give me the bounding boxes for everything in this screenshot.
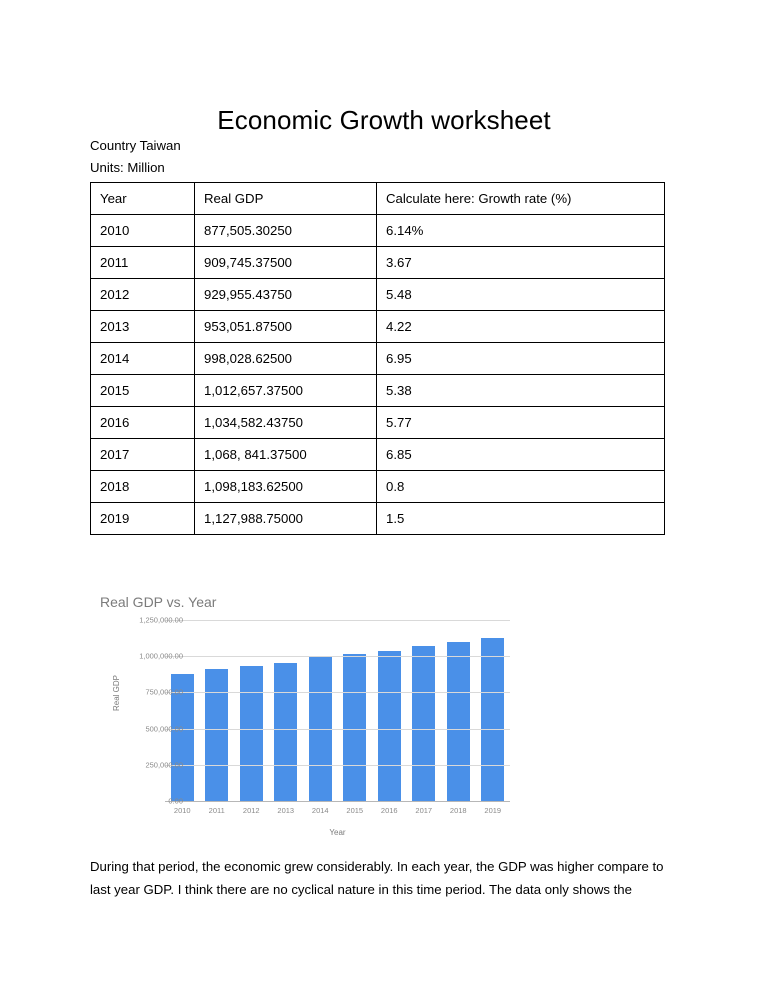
year-cell: 2016 bbox=[91, 407, 195, 439]
chart-gridline bbox=[165, 656, 510, 657]
chart-gridline bbox=[165, 620, 510, 621]
chart-x-tick-label: 2013 bbox=[277, 806, 295, 815]
chart-gridline bbox=[165, 692, 510, 693]
table-body bbox=[91, 183, 665, 535]
chart-bar bbox=[447, 642, 470, 801]
gdp-cell: 877,505.30250 bbox=[195, 215, 377, 247]
chart-y-tick-label: 0.00 bbox=[168, 796, 183, 806]
chart-bar-slot bbox=[441, 620, 476, 801]
growth-rate-cell: 6.14% bbox=[377, 215, 665, 247]
year-cell: 2018 bbox=[91, 471, 195, 503]
gdp-cell: 1,098,183.62500 bbox=[195, 471, 377, 503]
gdp-cell: 909,745.37500 bbox=[195, 247, 377, 279]
chart-x-tick-label: 2015 bbox=[346, 806, 364, 815]
page-title: Economic Growth worksheet bbox=[217, 105, 551, 136]
growth-rate-cell: 4.22 bbox=[377, 311, 665, 343]
table-row bbox=[91, 279, 665, 311]
chart-gridline bbox=[165, 729, 510, 730]
growth-rate-cell: 6.95 bbox=[377, 343, 665, 375]
chart-bar bbox=[378, 651, 401, 801]
chart-bar-slot bbox=[407, 620, 442, 801]
gdp-cell: 1,068, 841.37500 bbox=[195, 439, 377, 471]
table-header-row bbox=[91, 183, 665, 215]
gdp-cell: 998,028.62500 bbox=[195, 343, 377, 375]
chart-x-tick-label: 2014 bbox=[311, 806, 329, 815]
chart-bar bbox=[205, 669, 228, 801]
table-row bbox=[91, 503, 665, 535]
growth-rate-cell: 5.77 bbox=[377, 407, 665, 439]
chart-bar-slot bbox=[234, 620, 269, 801]
year-cell: 2013 bbox=[91, 311, 195, 343]
growth-rate-cell: 5.38 bbox=[377, 375, 665, 407]
country-line: Country Taiwan bbox=[90, 138, 181, 153]
analysis-paragraph: During that period, the economic grew considerably. In each year, the GDP was higher compare to last year GDP. I think there are no cyclical nature in this time period. The data only shows the bbox=[90, 859, 664, 898]
growth-rate-cell: 6.85 bbox=[377, 439, 665, 471]
year-cell: 2014 bbox=[91, 343, 195, 375]
growth-rate-cell: 3.67 bbox=[377, 247, 665, 279]
growth-rate-cell: 5.48 bbox=[377, 279, 665, 311]
chart-bar-slot bbox=[200, 620, 235, 801]
chart-gridline bbox=[165, 765, 510, 766]
table-header-cell: Year bbox=[91, 183, 195, 215]
units-line: Units: Million bbox=[90, 160, 165, 175]
table-row bbox=[91, 439, 665, 471]
growth-rate-cell: 1.5 bbox=[377, 503, 665, 535]
chart-bar-slot bbox=[269, 620, 304, 801]
table-row bbox=[91, 215, 665, 247]
table-row bbox=[91, 471, 665, 503]
chart-bar-slot bbox=[476, 620, 511, 801]
chart-x-axis bbox=[165, 801, 510, 802]
gdp-bar-chart bbox=[90, 580, 535, 850]
chart-y-tick-label: 250,000.00 bbox=[145, 760, 183, 770]
chart-y-axis-label: Real GDP bbox=[112, 674, 121, 711]
year-cell: 2019 bbox=[91, 503, 195, 535]
year-cell: 2010 bbox=[91, 215, 195, 247]
year-cell: 2015 bbox=[91, 375, 195, 407]
chart-x-tick-label: 2011 bbox=[208, 806, 225, 815]
gdp-table bbox=[90, 182, 665, 535]
chart-y-tick-label: 1,250,000.00 bbox=[139, 615, 183, 625]
table-header-cell: Real GDP bbox=[195, 183, 377, 215]
chart-bar-slot bbox=[165, 620, 200, 801]
gdp-cell: 929,955.43750 bbox=[195, 279, 377, 311]
growth-rate-cell: 0.8 bbox=[377, 471, 665, 503]
chart-bar-slot bbox=[303, 620, 338, 801]
gdp-cell: 1,034,582.43750 bbox=[195, 407, 377, 439]
year-cell: 2011 bbox=[91, 247, 195, 279]
chart-bar-slot bbox=[372, 620, 407, 801]
chart-y-tick-label: 500,000.00 bbox=[145, 724, 183, 734]
gdp-cell: 953,051.87500 bbox=[195, 311, 377, 343]
chart-x-tick-label: 2017 bbox=[415, 806, 433, 815]
chart-x-tick-label: 2010 bbox=[173, 806, 191, 815]
table-row bbox=[91, 247, 665, 279]
chart-bar bbox=[274, 663, 297, 801]
chart-plot-area bbox=[165, 620, 510, 802]
chart-y-tick-label: 750,000.00 bbox=[145, 687, 183, 697]
table-row bbox=[91, 375, 665, 407]
chart-x-tick-label: 2019 bbox=[484, 806, 502, 815]
chart-x-tick-label: 2012 bbox=[242, 806, 260, 815]
gdp-cell: 1,127,988.75000 bbox=[195, 503, 377, 535]
chart-bar-slot bbox=[338, 620, 373, 801]
year-cell: 2017 bbox=[91, 439, 195, 471]
chart-bar bbox=[240, 666, 263, 801]
table-header-cell: Calculate here: Growth rate (%) bbox=[377, 183, 665, 215]
chart-x-axis-label: Year bbox=[329, 828, 346, 837]
table-row bbox=[91, 311, 665, 343]
chart-bar bbox=[481, 638, 504, 801]
chart-x-tick-label: 2016 bbox=[380, 806, 398, 815]
gdp-cell: 1,012,657.37500 bbox=[195, 375, 377, 407]
chart-title: Real GDP vs. Year bbox=[100, 594, 217, 610]
chart-x-tick-label: 2018 bbox=[449, 806, 467, 815]
chart-bars bbox=[165, 620, 510, 801]
year-cell: 2012 bbox=[91, 279, 195, 311]
table-row bbox=[91, 343, 665, 375]
chart-y-tick-label: 1,000,000.00 bbox=[139, 651, 183, 661]
table-row bbox=[91, 407, 665, 439]
chart-bar bbox=[412, 646, 435, 801]
